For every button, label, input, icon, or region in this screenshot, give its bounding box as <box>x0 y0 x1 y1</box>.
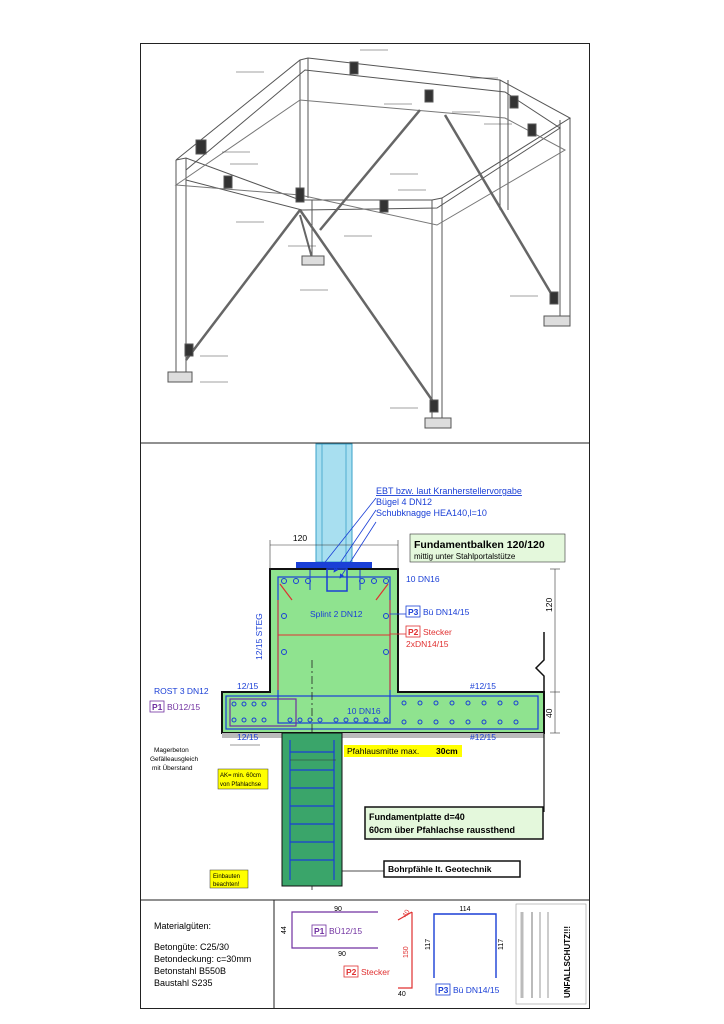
p1-dim-top: 90 <box>334 906 342 913</box>
p2-dim-bottom: 40 <box>398 991 406 998</box>
p1-dim-left: 44 <box>281 926 288 934</box>
material-cover: Betondeckung: c=30mm <box>154 954 252 964</box>
p1-text: BÜ12/15 <box>167 702 201 712</box>
dim-40: 40 <box>544 708 554 718</box>
bars-10dn16-top: 10 DN16 <box>406 574 440 584</box>
piles-label: Bohrpfähle lt. Geotechnik <box>388 864 492 874</box>
steel-column <box>316 444 352 562</box>
base-plate <box>296 562 372 569</box>
p2-dim-mid: 150 <box>403 946 410 958</box>
p3-dim-top: 114 <box>459 906 471 913</box>
plate-sub: 60cm über Pfahlachse raussthend <box>369 825 516 835</box>
shapes-p1-text: BÜ12/15 <box>329 926 363 936</box>
p2-text: Stecker <box>423 627 452 637</box>
pile-tol: Pfahlausmitte max. <box>347 746 420 756</box>
blinding-2: Gefälleausgleich <box>150 756 199 763</box>
p1-tag: P1 <box>152 702 163 712</box>
shear-key-note: Schubknagge HEA140,l=10 <box>376 508 487 518</box>
shapes-p3-tag: P3 <box>438 985 449 995</box>
materials-heading: Materialgüten: <box>154 921 212 931</box>
steel-frame-isometric <box>168 58 570 428</box>
bored-pile <box>282 733 342 886</box>
p3-tag: P3 <box>408 607 419 617</box>
shape-p3 <box>425 906 505 995</box>
bars-10dn16-bottom: 10 DN16 <box>347 706 381 716</box>
crane-note: EBT bzw. laut Kranherstellervorgabe <box>376 486 522 496</box>
p3-text: Bü DN14/15 <box>423 607 470 617</box>
foundation-plate <box>222 569 544 733</box>
steg-label: 12/15 STEG <box>254 613 264 660</box>
plate-title: Fundamentplatte d=40 <box>369 812 465 822</box>
mesh-top-right: #12/15 <box>470 681 496 691</box>
material-concrete: Betongüte: C25/30 <box>154 942 230 952</box>
dim-120-right: 120 <box>544 597 554 612</box>
rost-label: ROST 3 DN12 <box>154 686 209 696</box>
shapes-p3-text: Bü DN14/15 <box>453 985 500 995</box>
stamp-warning: UNFALLSCHUTZ!!! <box>563 926 572 998</box>
embed-1: Einbauten <box>213 874 241 880</box>
p2-text2: 2xDN14/15 <box>406 639 449 649</box>
dim-120-top: 120 <box>292 533 308 543</box>
mesh-bot-left: 12/15 <box>237 732 259 742</box>
pile-tol-val: 30cm <box>436 746 458 756</box>
p3-dim-left: 117 <box>425 938 432 950</box>
material-rebar: Betonstahl B550B <box>154 966 227 976</box>
blinding-1: Magerbeton <box>154 747 189 754</box>
blinding-3: mit Überstand <box>152 765 193 772</box>
materials-block <box>154 920 251 989</box>
mesh-bot-right: #12/15 <box>470 732 496 742</box>
ak-note-2: von Pfahlachse <box>220 782 262 788</box>
mesh-top-left: 12/15 <box>237 681 259 691</box>
safety-stamp <box>516 904 586 1004</box>
shapes-p2-tag: P2 <box>346 967 357 977</box>
material-steel: Baustahl S235 <box>154 978 213 988</box>
p1-dim-bottom: 90 <box>338 951 346 958</box>
frame-annotations <box>200 50 538 408</box>
shape-p1 <box>281 906 378 958</box>
p3-dim-right: 117 <box>498 938 505 950</box>
p2-tag: P2 <box>408 627 419 637</box>
p2-dim-top: 40 <box>401 908 412 919</box>
shapes-p1-tag: P1 <box>314 926 325 936</box>
splint-label: Splint 2 DN12 <box>310 609 363 619</box>
shape-p2 <box>344 909 412 998</box>
beam-title: Fundamentbalken 120/120 <box>414 539 545 551</box>
ak-note-1: AK= min. 60cm <box>220 773 261 779</box>
embed-2: beachten! <box>213 882 240 888</box>
stirrup-note: Bügel 4 DN12 <box>376 497 433 507</box>
beam-subtitle: mittig unter Stahlportalstütze <box>414 552 516 561</box>
shapes-p2-text: Stecker <box>361 967 390 977</box>
